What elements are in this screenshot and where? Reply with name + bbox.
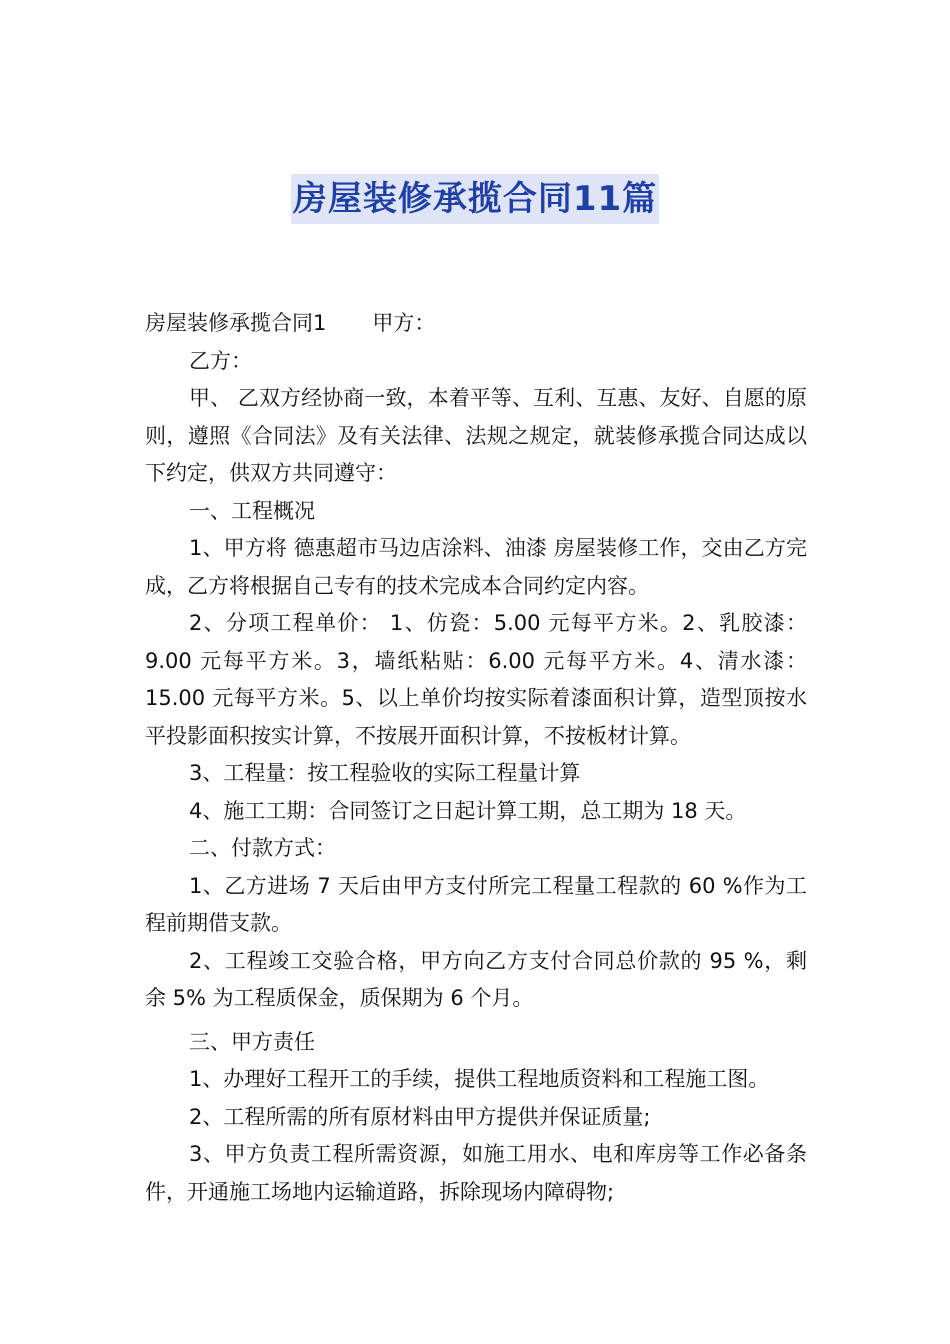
section-heading-overview: 一、工程概况 [189, 498, 315, 523]
preamble-paragraph: 甲、 乙双方经协商一致，本着平等、互利、互惠、友好、自愿的原则，遵照《合同法》及有关法律、法规之规定，就装修承揽合同达成以下约定，供双方共同遵守： [145, 386, 807, 485]
party-a-label: 甲方： [372, 311, 436, 335]
document-body [145, 305, 807, 1211]
overview-item-2: 2、分项工程单价： 1、仿瓷：5.00 元每平方米。2、乳胶漆：9.00 元每平方米。3，墙纸粘贴：6.00 元每平方米。4、清水漆：15.00 元每平方米。5、以上单价均按实际着漆面积计算，造型顶按水平投影面积按实计算，不按展开面积计算，不按板材计算。 [145, 611, 807, 748]
party-b-label: 乙方： [189, 348, 252, 373]
document-title: 房屋装修承揽合同11篇 [291, 174, 659, 224]
section-heading-payment: 二、付款方式： [189, 836, 336, 860]
payment-item-2: 2、工程竣工交验合格，甲方向乙方支付合同总价款的 95 %，剩余 5% 为工程质保金，质保期为 6 个月。 [145, 948, 807, 1010]
payment-item-1: 1、乙方进场 7 天后由甲方支付所完工程量工程款的 60 %作为工程前期借支款。 [145, 873, 807, 935]
duty-item-2: 2、工程所需的所有原材料由甲方提供并保证质量; [189, 1104, 651, 1129]
overview-item-3: 3、工程量：按工程验收的实际工程量计算 [189, 761, 581, 785]
duty-item-1: 1、办理好工程开工的手续，提供工程地质资料和工程施工图。 [189, 1067, 770, 1091]
section-heading-party-a-duties: 三、甲方责任 [189, 1029, 315, 1054]
title-wrapper [0, 174, 950, 224]
overview-item-1: 1、甲方将 德惠超市马边店涂料、油漆 房屋装修工作，交由乙方完成，乙方将根据自己专有的技术完成本合同约定内容。 [145, 536, 807, 598]
contract-heading: 房屋装修承揽合同1 [145, 311, 327, 335]
contract-heading-line [145, 305, 807, 343]
overview-item-4: 4、施工工期：合同签订之日起计算工期，总工期为 18 天。 [189, 798, 747, 823]
duty-item-3: 3、甲方负责工程所需资源，如施工用水、电和库房等工作必备条件，开通施工场地内运输道路，拆除现场内障碍物; [145, 1142, 807, 1204]
